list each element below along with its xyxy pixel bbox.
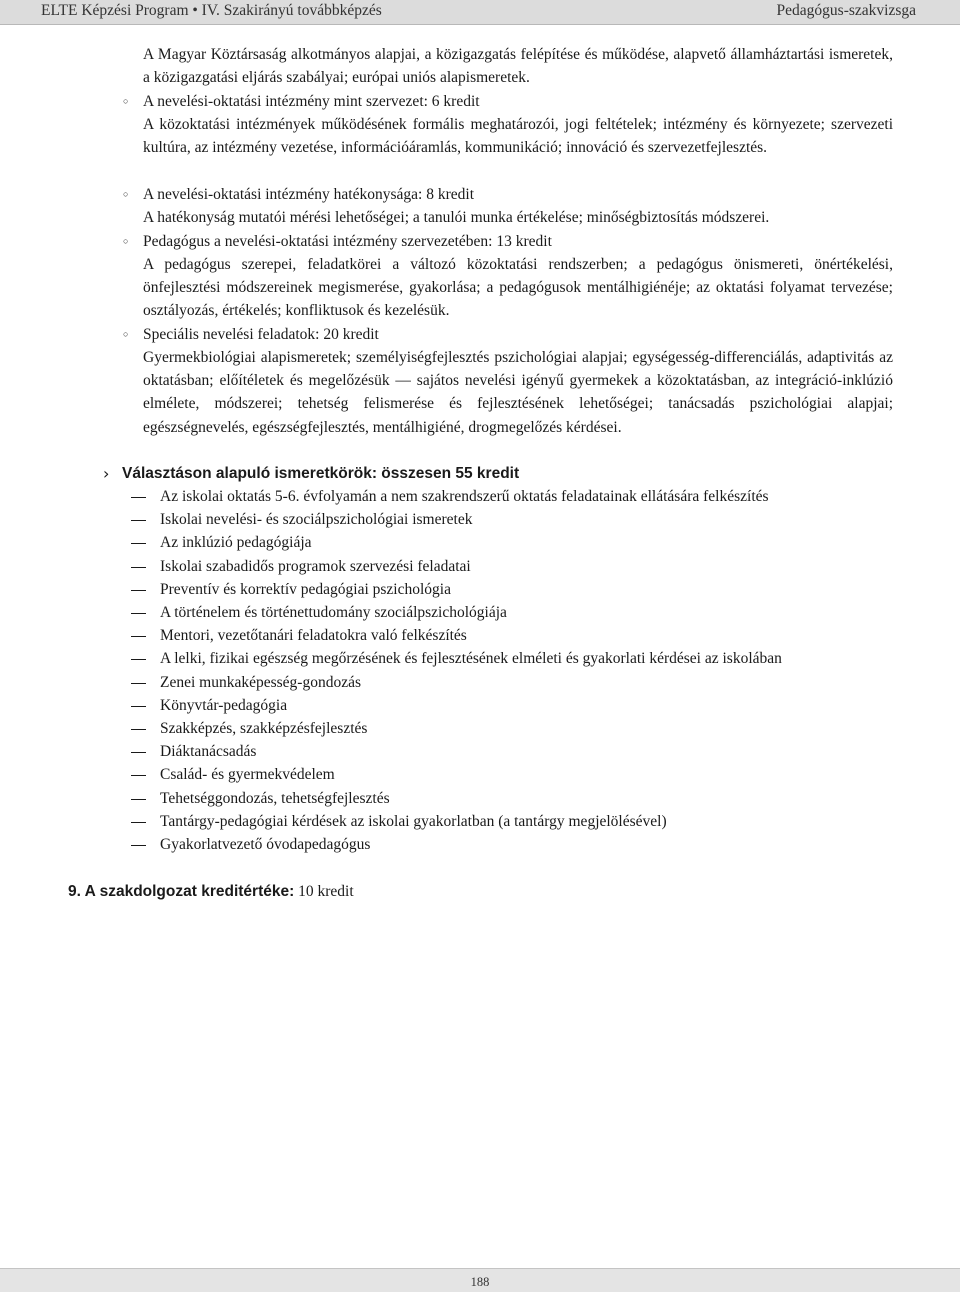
- dash-bullet-icon: [131, 613, 146, 614]
- elective-item: Tantárgy-pedagógiai kérdések az iskolai gyakorlatban (a tantárgy megjelölésével): [160, 812, 667, 830]
- elective-item: A történelem és történettudomány szociálpszichológiája: [160, 604, 507, 621]
- module-title: A nevelési-oktatási intézmény mint szervezet: 6 kredit: [143, 93, 480, 110]
- elective-item: Család- és gyermekvédelem: [160, 766, 335, 784]
- dash-bullet-icon: [131, 543, 146, 544]
- thesis-credit-value: 10 kredit: [298, 883, 354, 900]
- elective-item: Mentori, vezetőtanári feladatokra való felkészítés: [160, 627, 467, 645]
- module-description: Gyermekbiológiai alapismeretek; személyiségfejlesztés pszichológiai alapjai; egységesség-differenciálás, adaptivitás az oktatásban; előítéletek és megelőzésük — sajátos nevelési igényű gyermekek a közoktatásban, az integráció-inklúzió elmélete, módszerei; tehetség felismerése és fejlesztésének lehetőségei; tanácsadás pszichológiai alapjai; egészségnevelés, egészségfejlesztés, mentálhigiéné, drogmegelőzés kérdései.: [143, 349, 893, 436]
- elective-heading: Választáson alapuló ismeretkörök: összesen 55 kredit: [122, 465, 520, 482]
- module-description: A közoktatási intézmények működésének formális meghatározói, jogi feltételek; intézmény és környezete; szervezeti kultúra, az intézmény vezetése, információáramlás, kommunikáció; innováció és szervezetfejlesztés.: [143, 116, 893, 157]
- dash-bullet-icon: [131, 729, 146, 730]
- elective-item: Iskolai nevelési- és szociálpszichológiai ismeretek: [160, 511, 473, 529]
- running-header: [0, 0, 960, 25]
- header-program-title: ELTE Képzési Program • IV. Szakirányú továbbképzés: [41, 2, 382, 19]
- elective-item: A lelki, fizikai egészség megőrzésének és fejlesztésének elméleti és gyakorlati kérdései az iskolában: [160, 650, 782, 668]
- elective-item: Könyvtár-pedagógia: [160, 696, 288, 714]
- elective-item: Zenei munkaképesség-gondozás: [160, 673, 362, 691]
- intro-paragraph: A Magyar Köztársaság alkotmányos alapjai, a közigazgatás felépítése és működése, alapvető államháztartási ismeretek, a közigazgatási eljárás szabályai; európai uniós alapismeretek.: [143, 46, 893, 87]
- circle-bullet-icon: ○: [123, 96, 129, 106]
- dash-bullet-icon: [131, 683, 146, 684]
- elective-item: Szakképzés, szakképzésfejlesztés: [160, 720, 368, 737]
- elective-item: Gyakorlatvezető óvodapedagógus: [160, 836, 371, 853]
- page-number: 188: [470, 1275, 490, 1289]
- dash-bullet-icon: [131, 520, 146, 521]
- thesis-credit-line: [68, 880, 354, 903]
- module-title: A nevelési-oktatási intézmény hatékonysága: 8 kredit: [143, 186, 474, 203]
- dash-bullet-icon: [131, 590, 146, 591]
- dash-bullet-icon: [131, 659, 146, 660]
- circle-bullet-icon: ○: [123, 236, 129, 246]
- elective-item: Diáktanácsadás: [160, 743, 257, 761]
- module-description: A pedagógus szerepei, feladatkörei a változó közoktatási rendszerben; a pedagógus önismereti, önértékelési, önfejlesztési módszereinek megismerése, gyakorlása; a pedagógusok mentálhigiénéje; az oktatási folyamat tervezése; osztályozás, értékelés; konfliktusok és kezelésük.: [143, 256, 893, 320]
- elective-item: Az iskolai oktatás 5-6. évfolyamán a nem szakrendszerű oktatás feladatainak ellátására felkészítés: [160, 488, 769, 505]
- header-section-title: Pedagógus-szakvizsga: [776, 2, 916, 19]
- page-footer: [0, 1268, 960, 1292]
- dash-bullet-icon: [131, 752, 146, 753]
- arrow-bullet-icon: ›: [103, 464, 110, 483]
- dash-bullet-icon: [131, 636, 146, 637]
- dash-bullet-icon: [131, 567, 146, 568]
- circle-bullet-icon: ○: [123, 189, 129, 199]
- thesis-credit-label: 9. A szakdolgozat kreditértéke:: [68, 883, 295, 900]
- module-title: Speciális nevelési feladatok: 20 kredit: [143, 326, 379, 343]
- circle-bullet-icon: ○: [123, 329, 129, 339]
- dash-bullet-icon: [131, 775, 146, 776]
- dash-bullet-icon: [131, 799, 146, 800]
- dash-bullet-icon: [131, 497, 146, 498]
- elective-item: Iskolai szabadidős programok szervezési feladatai: [160, 557, 471, 575]
- module-title: Pedagógus a nevelési-oktatási intézmény szervezetében: 13 kredit: [143, 233, 552, 250]
- elective-item: Az inklúzió pedagógiája: [160, 534, 312, 552]
- dash-bullet-icon: [131, 706, 146, 707]
- module-description: A hatékonyság mutatói mérési lehetőségei; a tanulói munka értékelése; minőségbiztosítás módszerei.: [143, 209, 770, 226]
- dash-bullet-icon: [131, 845, 146, 846]
- dash-bullet-icon: [131, 822, 146, 823]
- elective-item: Preventív és korrektív pedagógiai pszichológia: [160, 580, 451, 598]
- elective-item: Tehetséggondozás, tehetségfejlesztés: [160, 789, 390, 807]
